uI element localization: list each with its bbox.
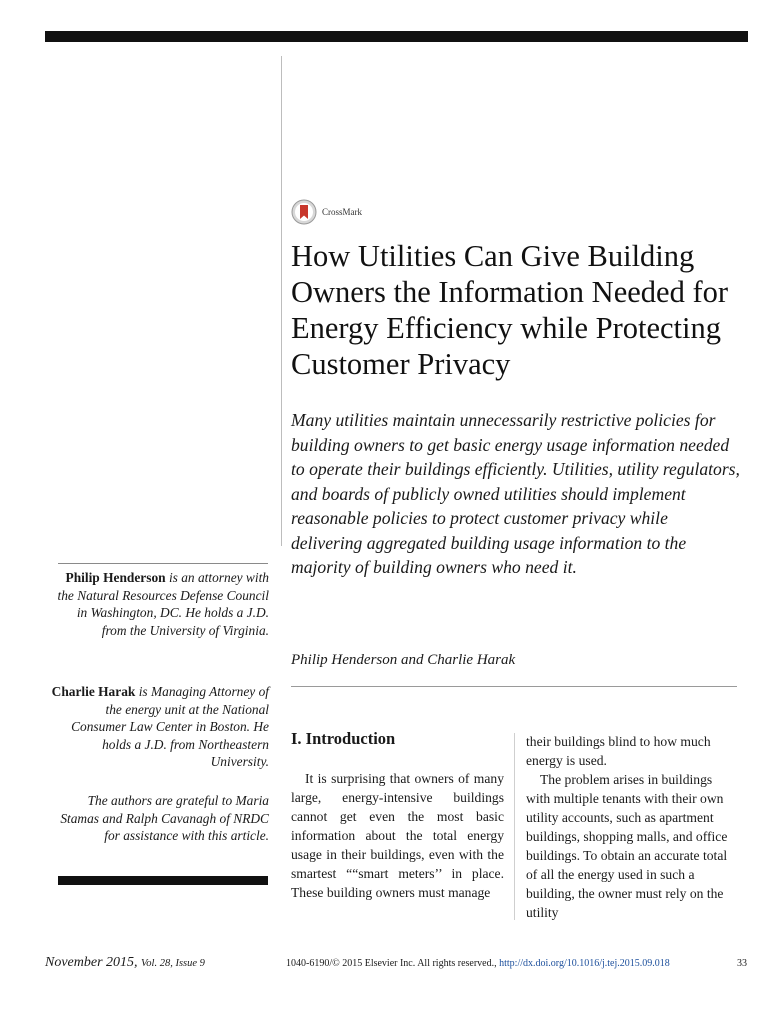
author-bio-text: is Managing Attorney of the energy unit at the National Consumer Law Center in Boston. He holds a J.D. from Northeastern University. [71,684,269,770]
column-separator [514,733,515,920]
author-bio-harak [50,683,269,771]
crossmark-badge[interactable] [291,199,362,225]
vertical-rule [281,56,282,546]
author-name: Philip Henderson [65,570,166,585]
footer-issn: 1040-6190/ [286,958,333,969]
paragraph: their buildings blind to how much energy is used. [526,734,711,768]
paragraph: It is surprising that owners of many large, energy-intensive buildings cannot get even the most basic information about the total energy usage in their buildings, even with the smartest ““smart meters’’ in place. These building owners must manage [291,771,504,900]
section-divider [291,686,737,687]
body-column-2 [526,732,738,922]
author-bio-text: is an attorney with the Natural Resources Defense Council in Washington, DC. He holds a J.D. from the University of Virginia. [57,570,269,638]
page-number: 33 [737,958,747,969]
section-heading: I. Introduction [291,729,396,748]
article-abstract: Many utilities maintain unnecessarily restrictive policies for building owners to get basic energy usage information needed to operate their buildings efficiently. Utilities, utility regulators, and boards of publicly owned utilities should implement reasonable policies to protect customer privacy while delivering aggregated building usage information to the majority of building owners who need it. [291,410,740,577]
top-rule [45,31,748,42]
crossmark-label: CrossMark [322,207,362,217]
author-name: Charlie Harak [51,684,136,699]
footer-volume: Vol. 28, Issue 9 [141,958,205,969]
article-title: How Utilities Can Give Building Owners the Information Needed for Energy Efficiency while Protecting Customer Privacy [291,239,729,381]
acknowledgment: The authors are grateful to Maria Stamas and Ralph Cavanagh of NRDC for assistance with this article. [60,793,269,844]
paragraph: The problem arises in buildings with multiple tenants with their own utility accounts, such as apartment buildings, shopping malls, and office buildings. To obtain an accurate total of all the energy used in such a building, the owner must rely on the utility [526,772,728,920]
footer-issue [45,955,205,971]
footer-copyright: © 2015 Elsevier Inc. All rights reserved., [332,958,497,969]
sidebar-rule-bottom [58,876,268,885]
sidebar-rule-top [58,563,268,564]
body-column-1 [291,769,504,902]
footer-citation [286,958,670,969]
author-bio-henderson [50,569,269,639]
crossmark-icon [291,199,317,225]
footer-date: November 2015, [45,955,138,970]
doi-link[interactable]: http://dx.doi.org/10.1016/j.tej.2015.09.018 [499,958,670,969]
article-authors: Philip Henderson and Charlie Harak [291,652,516,668]
